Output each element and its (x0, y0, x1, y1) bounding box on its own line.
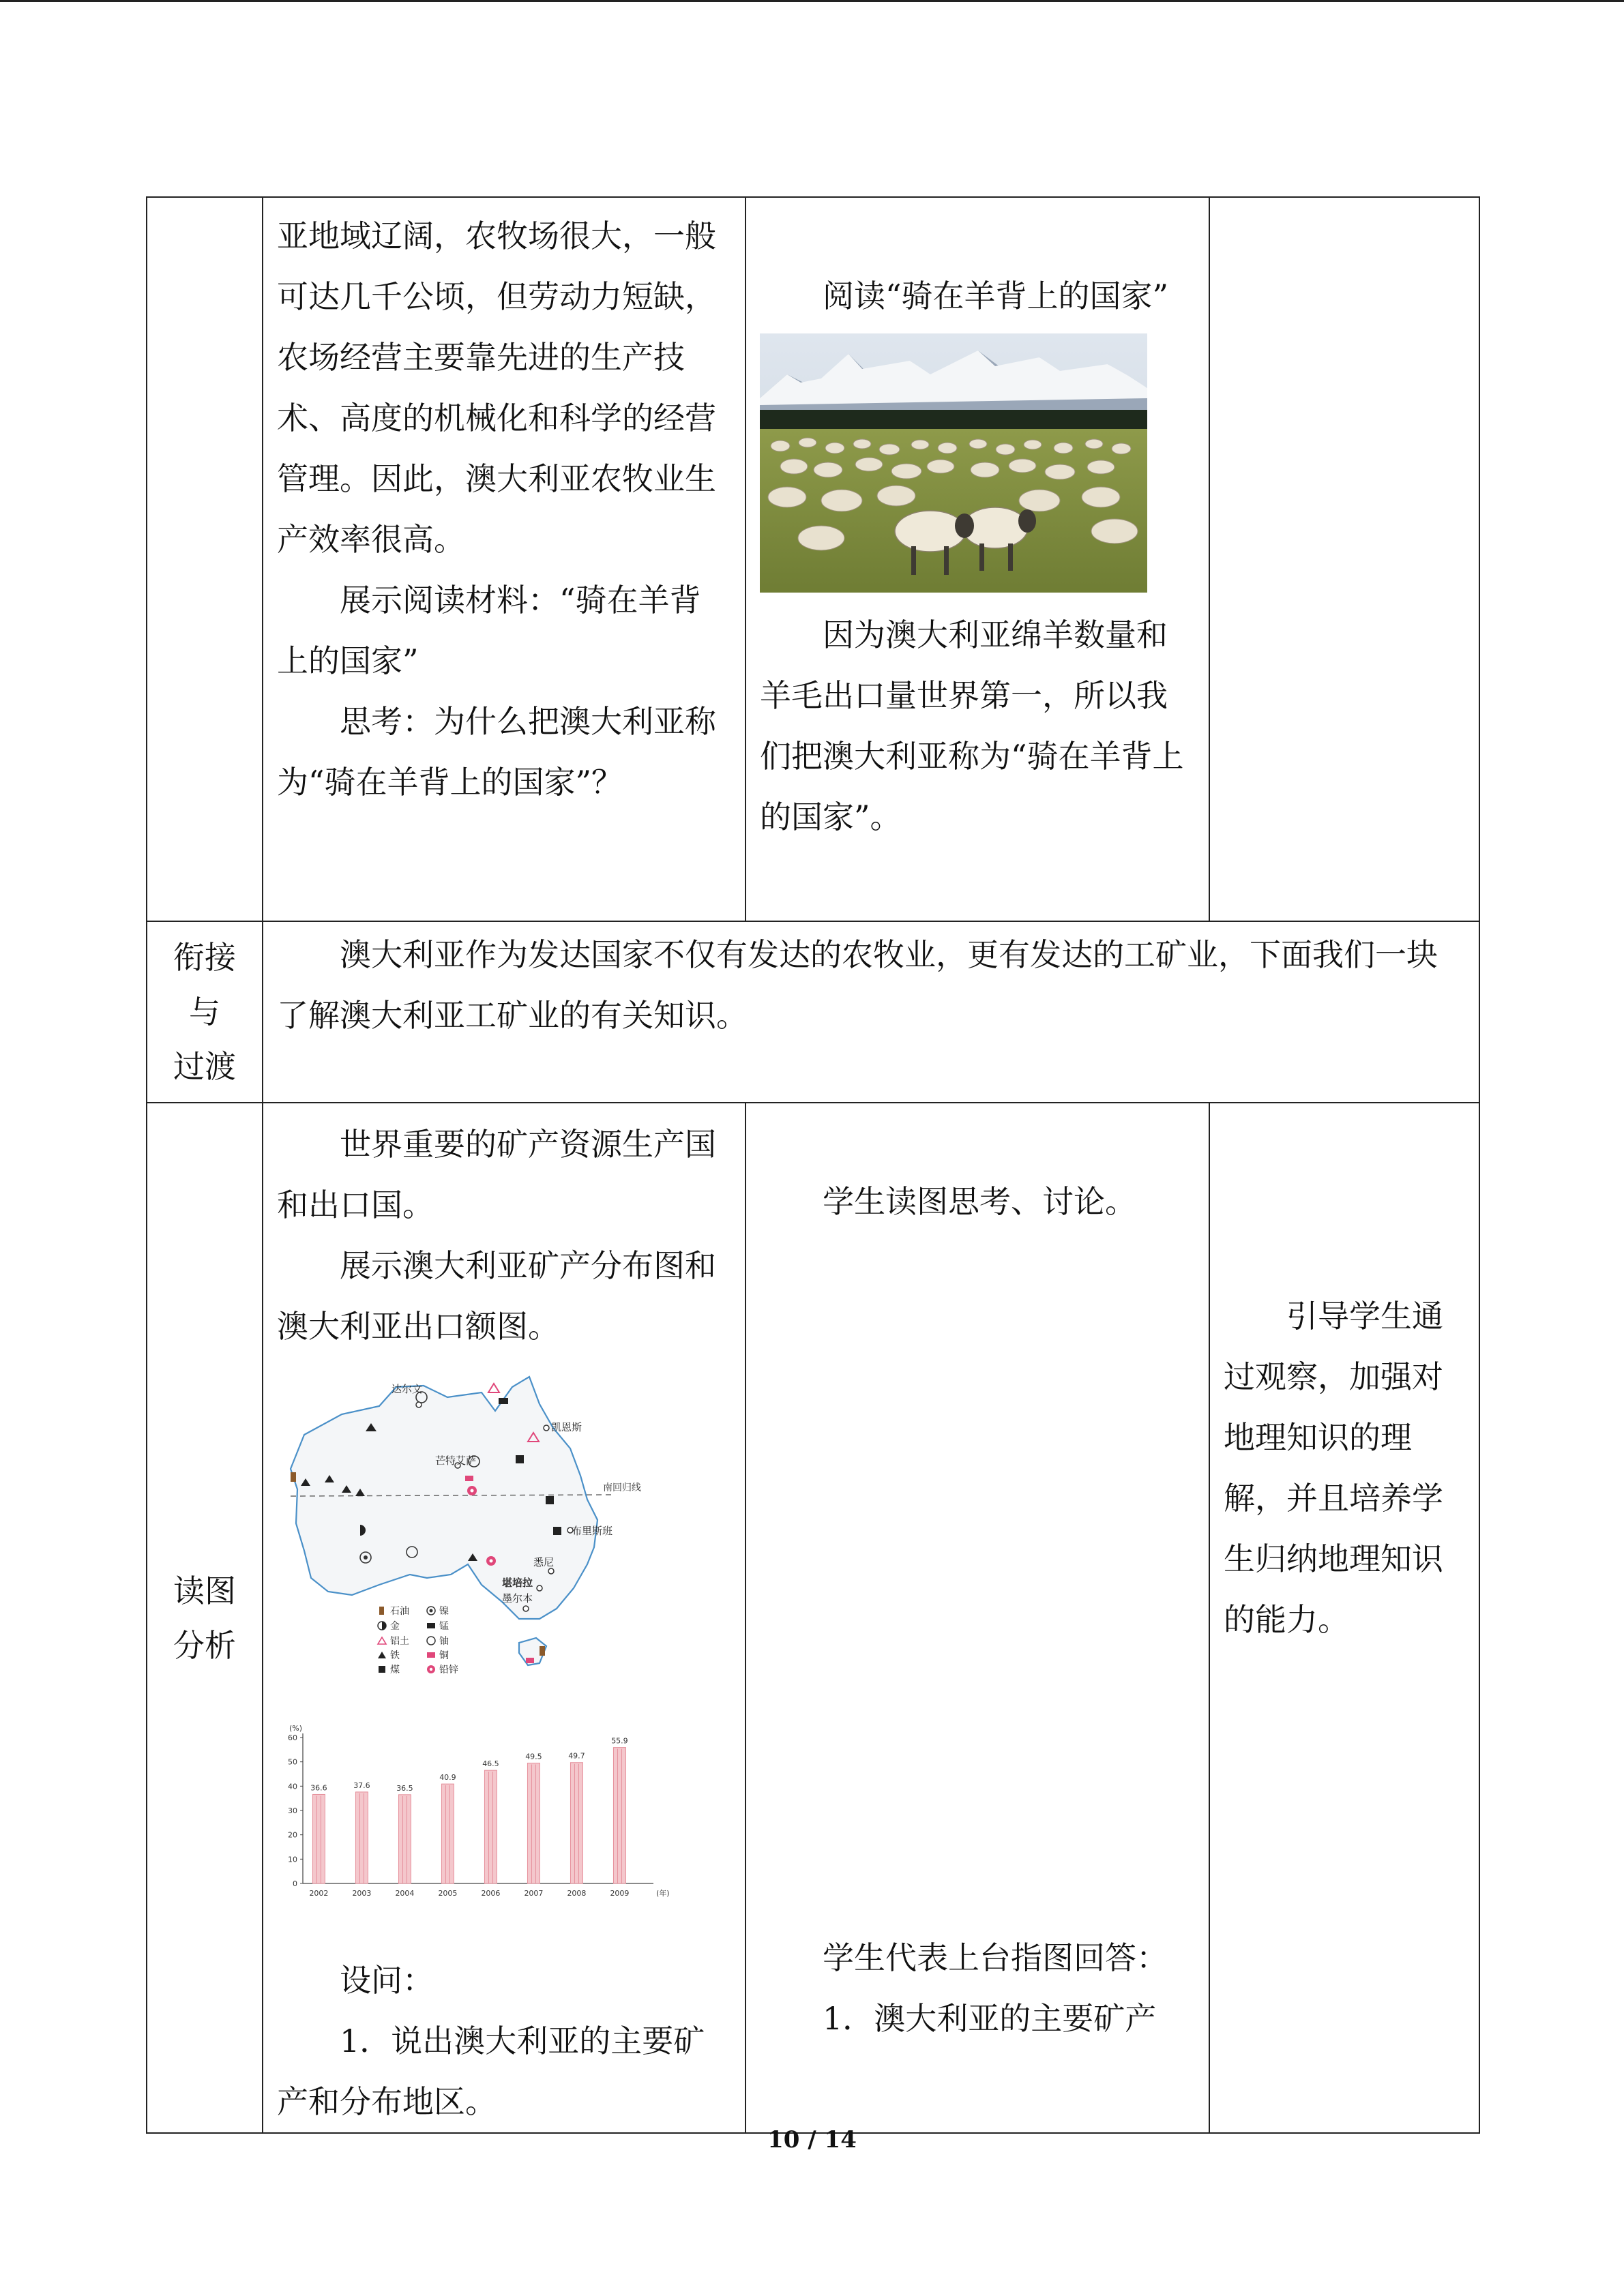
student-answer-text: 因为澳大利亚绵羊数量和羊毛出口量世界第一，所以我们把澳大利亚称为“骑在羊背上的国家”。 (760, 616, 1184, 835)
city-cairns: 凯恩斯 (551, 1421, 582, 1433)
page-number: 10 / 14 (767, 2126, 857, 2153)
student-activity-cell-minerals (745, 1103, 1209, 2133)
chart-category-label: 2004 (395, 1889, 415, 1898)
city-canberra: 堪培拉 (502, 1577, 533, 1589)
legend-copper: 铜 (439, 1650, 449, 1661)
category-transition-1: 衔接 (173, 939, 236, 976)
chart-bar (527, 1763, 540, 1883)
student-activity-cell (745, 197, 1209, 921)
top-border (0, 0, 1624, 2)
row-sheep-country (147, 197, 1479, 921)
student-answer-intro: 学生代表上台指图回答： (823, 1939, 1168, 1976)
chart-category-label: 2007 (524, 1889, 544, 1898)
chart-ytick-label: 40 (288, 1782, 297, 1791)
lesson-table (146, 196, 1480, 2134)
chart-bar (312, 1794, 325, 1883)
chart-data-label: 49.7 (568, 1751, 585, 1761)
purpose-cell-empty (1209, 197, 1479, 921)
map-legend (378, 1605, 458, 1675)
legend-manganese: 锰 (439, 1621, 449, 1632)
teacher-activity-cell (263, 197, 745, 921)
transition-content-cell (263, 921, 1479, 1103)
row-map-analysis (147, 1103, 1479, 2133)
chart-data-label: 46.5 (482, 1759, 499, 1769)
question-1-text: 1．说出澳大利亚的主要矿产和分布地区。 (277, 2023, 705, 2120)
teacher-activity-cell-minerals (263, 1103, 745, 2133)
legend-leadzinc: 铅锌 (439, 1665, 458, 1675)
city-brisbane: 布里斯班 (572, 1525, 613, 1537)
student-answer-1: 1．澳大利亚的主要矿产 (823, 2000, 1157, 2037)
chart-ylabel: (%) (289, 1724, 303, 1733)
chart-bar (613, 1748, 625, 1883)
chart-data-label: 55.9 (611, 1736, 628, 1746)
chart-bar (355, 1792, 368, 1883)
chart-data-label: 36.6 (310, 1783, 327, 1793)
chart-category-label: 2002 (309, 1889, 329, 1898)
chart-data-label: 36.5 (396, 1783, 413, 1793)
transition-text: 澳大利亚作为发达国家不仅有发达的农牧业，更有发达的工矿业，下面我们一块了解澳大利亚工矿业的有关知识。 (277, 936, 1438, 1034)
sheep-pasture-photo (760, 333, 1147, 593)
chart-category-label: 2006 (481, 1889, 501, 1898)
teacher-intro-text: 世界重要的矿产资源生产国和出口国。 (277, 1126, 716, 1223)
category-map-2: 分析 (173, 1626, 236, 1664)
chart-ytick-label: 50 (288, 1757, 297, 1767)
city-melbourne: 墨尔本 (502, 1592, 533, 1605)
legend-gold: 金 (390, 1621, 400, 1632)
legend-iron: 铁 (390, 1650, 400, 1661)
teacher-text-show-material: 展示阅读材料：“骑在羊背上的国家” (277, 582, 701, 679)
chart-ytick-label: 60 (288, 1733, 297, 1742)
purpose-text: 引导学生通过观察，加强对地理知识的理解，并且培养学生归纳地理知识的能力。 (1224, 1298, 1443, 1638)
city-darwin: 达尔文 (392, 1383, 423, 1395)
city-mount-isa: 芒特艾萨 (435, 1455, 477, 1467)
chart-bar (570, 1763, 582, 1883)
chart-bar (398, 1795, 411, 1883)
legend-coal: 煤 (390, 1665, 400, 1675)
question-label: 设问： (340, 1962, 434, 1999)
legend-nickel: 镍 (439, 1606, 449, 1617)
chart-xlabel: (年) (656, 1889, 670, 1898)
category-transition-2: 与 (189, 994, 220, 1030)
chart-category-label: 2005 (438, 1889, 458, 1898)
tropic-label: 南回归线 (603, 1482, 641, 1493)
category-cell-map-analysis (147, 1103, 263, 2133)
chart-data-label: 40.9 (439, 1773, 456, 1783)
student-discuss-text: 学生读图思考、讨论。 (823, 1183, 1136, 1220)
chart-bar (484, 1770, 497, 1883)
chart-category-label: 2008 (567, 1889, 587, 1898)
category-cell-empty (147, 197, 263, 921)
row-transition (147, 921, 1479, 1103)
chart-data-label: 49.5 (525, 1752, 542, 1761)
export-share-bar-chart (277, 1721, 673, 1912)
chart-ytick-label: 30 (288, 1806, 297, 1815)
teacher-text-farming: 亚地域辽阔，农牧场很大，一般可达几千公顷，但劳动力短缺，农场经营主要靠先进的生产技术、高度的机械化和科学的经营管理。因此，澳大利亚农牧业生产效率很高。 (277, 218, 716, 558)
city-sydney: 悉尼 (533, 1556, 555, 1568)
purpose-cell (1209, 1103, 1479, 2133)
chart-ytick-label: 10 (288, 1855, 297, 1864)
category-cell-transition (147, 921, 263, 1103)
chart-ytick-label: 0 (293, 1879, 297, 1888)
teacher-show-text: 展示澳大利亚矿产分布图和澳大利亚出口额图。 (277, 1247, 716, 1345)
chart-ytick-label: 20 (288, 1830, 297, 1840)
legend-bauxite: 铝土 (390, 1636, 409, 1647)
chart-category-label: 2003 (352, 1889, 372, 1898)
legend-uranium: 铀 (439, 1636, 449, 1647)
category-map-1: 读图 (173, 1572, 236, 1609)
chart-bar (441, 1784, 454, 1883)
chart-category-label: 2009 (610, 1889, 630, 1898)
teacher-text-question: 思考：为什么把澳大利亚称为“骑在羊背上的国家”？ (277, 703, 716, 801)
student-read-text: 阅读“骑在羊背上的国家” (823, 278, 1169, 314)
legend-oil: 石油 (390, 1606, 409, 1617)
chart-data-label: 37.6 (353, 1780, 370, 1790)
australia-mineral-map (277, 1373, 666, 1701)
category-transition-3: 过渡 (173, 1048, 236, 1085)
